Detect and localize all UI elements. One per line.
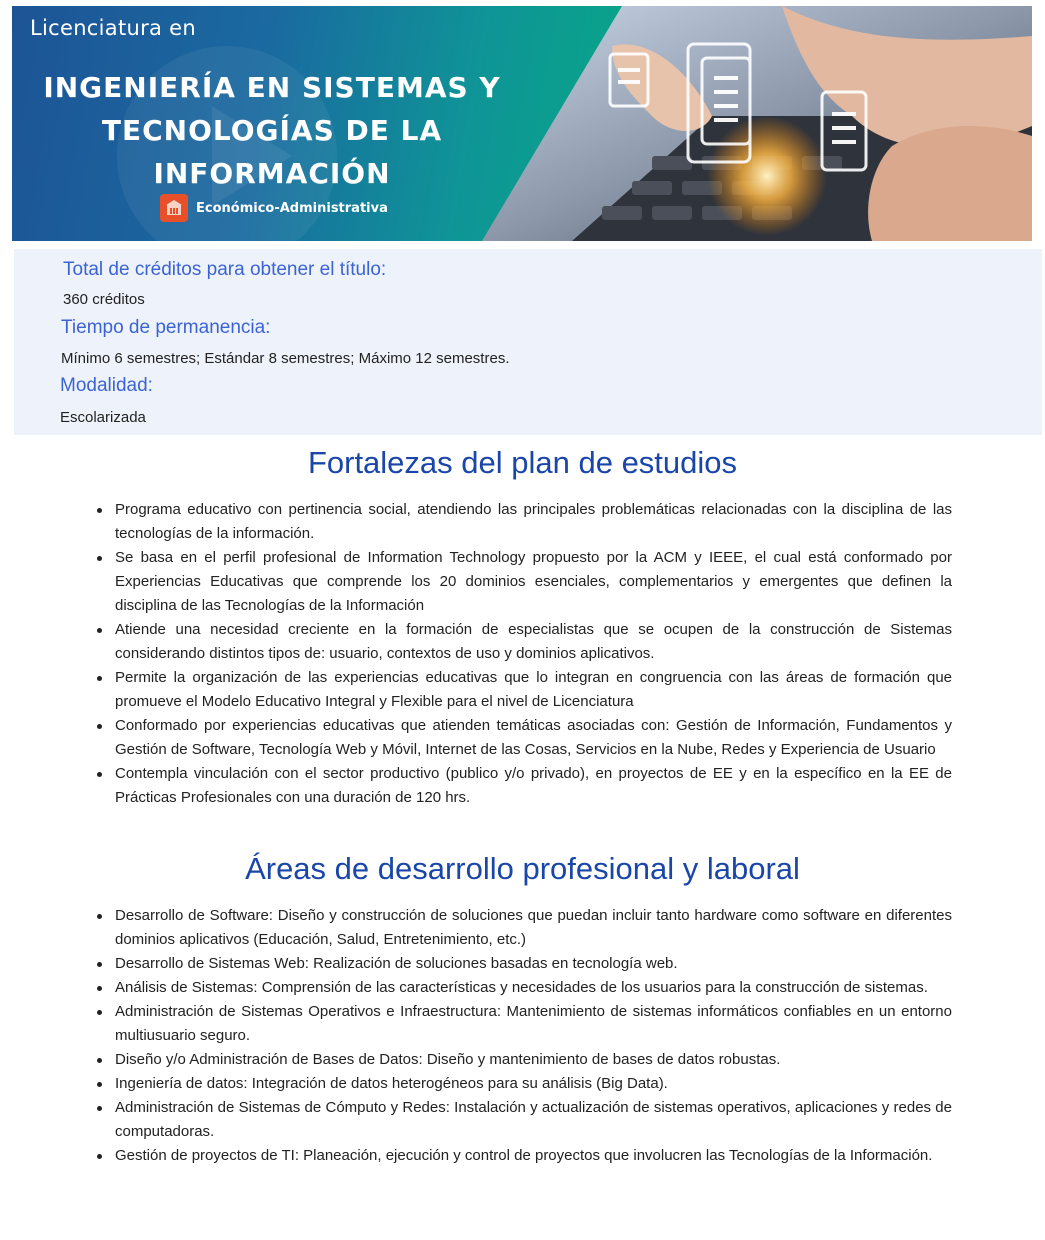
program-banner [12,6,1032,241]
duration-label: Tiempo de permanencia: [61,317,271,338]
credits-value: 360 créditos [63,291,145,308]
areas-list [115,904,952,1168]
list-item: Programa educativo con pertinencia social, atendiendo las principales problemáticas relacionadas con la disciplina de las tecnologías de la información. [115,498,952,546]
list-item: Ingeniería de datos: Integración de datos heterogéneos para su análisis (Big Data). [115,1072,952,1096]
duration-value: Mínimo 6 semestres; Estándar 8 semestres; Máximo 12 semestres. [61,350,510,367]
credits-label: Total de créditos para obtener el título: [63,259,387,280]
list-item: Conformado por experiencias educativas que atienden temáticas asociadas con: Gestión de Información, Fundamentos y Gestión de Software, Tecnología Web y Móvil, Internet de las Cosas, Servicios en la Nube, Redes y Experiencia de Usuario [115,714,952,762]
list-item: Administración de Sistemas Operativos e Infraestructura: Mantenimiento de sistemas informáticos confiables en un entorno multiusuario seguro. [115,1000,952,1048]
academic-area [160,194,388,222]
list-item: Atiende una necesidad creciente en la formación de especialistas que se ocupen de la construcción de Sistemas considerando distintos tipos de: usuario, contextos de uso y dominios aplicativos. [115,618,952,666]
list-item: Desarrollo de Software: Diseño y construcción de soluciones que puedan incluir tanto hardware como software en diferentes dominios aplicativos (Educación, Salud, Entretenimiento, etc.) [115,904,952,952]
modality-value: Escolarizada [60,409,146,426]
areas-heading: Áreas de desarrollo profesional y laboral [245,851,800,886]
strengths-heading: Fortalezas del plan de estudios [307,445,738,480]
list-item: Análisis de Sistemas: Comprensión de las características y necesidades de los usuarios para la construcción de sistemas. [115,976,952,1000]
list-item: Gestión de proyectos de TI: Planeación, ejecución y control de proyectos que involucren las Tecnologías de la Información. [115,1144,952,1168]
list-item: Permite la organización de las experiencias educativas que lo integran en congruencia con las áreas de formación que promueve el Modelo Educativo Integral y Flexible para el nivel de Licenciatura [115,666,952,714]
list-item: Diseño y/o Administración de Bases de Datos: Diseño y mantenimiento de bases de datos robustas. [115,1048,952,1072]
list-item: Contempla vinculación con el sector productivo (publico y/o privado), en proyectos de EE y en la específico en la EE de Prácticas Profesionales con una duración de 120 hrs. [115,762,952,810]
degree-intro: Licenciatura en [30,16,197,40]
program-title: INGENIERÍA EN SISTEMAS Y TECNOLOGÍAS DE LA INFORMACIÓN [43,71,501,190]
modality-label: Modalidad: [60,375,153,396]
program-info-box [14,249,1042,435]
list-item: Administración de Sistemas de Cómputo y Redes: Instalación y actualización de sistemas operativos, aplicaciones y redes de computadoras. [115,1096,952,1144]
list-item: Se basa en el perfil profesional de Information Technology propuesto por la ACM y IEEE, el cual está conformado por Experiencias Educativas que comprende los 20 dominios esenciales, complementarios y emergentes que definen la disciplina de las Tecnologías de la Información [115,546,952,618]
list-item: Desarrollo de Sistemas Web: Realización de soluciones basadas en tecnología web. [115,952,952,976]
building-icon [160,194,188,222]
strengths-list [115,498,952,810]
academic-area-label: Económico-Administrativa [196,200,388,216]
